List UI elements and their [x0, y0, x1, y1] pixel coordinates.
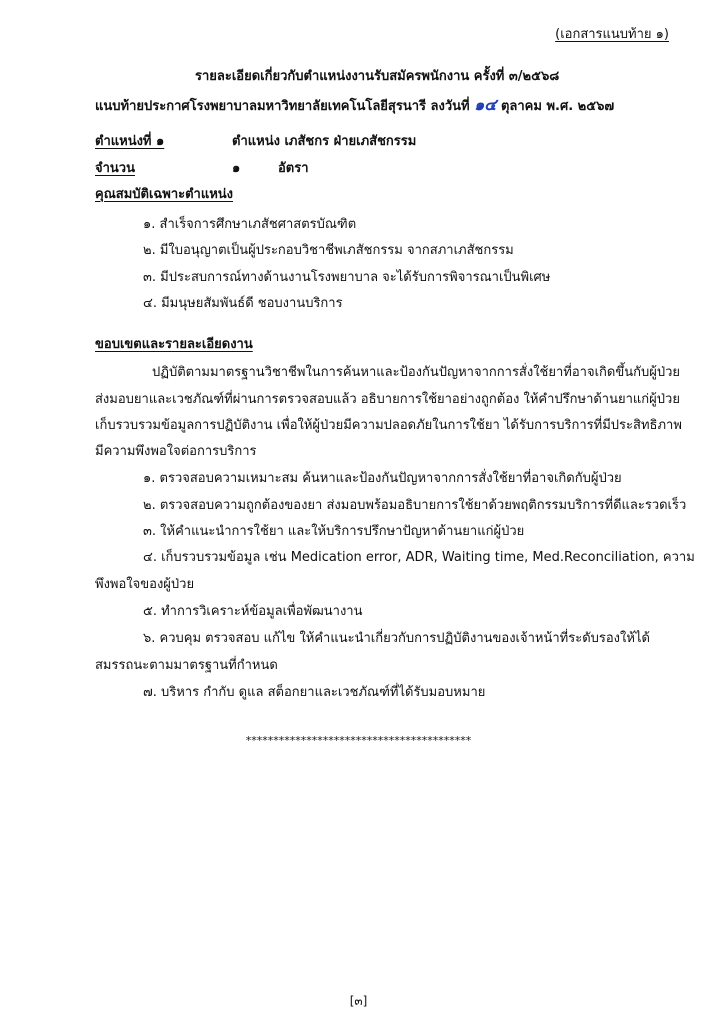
- scope-intro-line: เก็บรวบรวมข้อมูลการปฏิบัติงาน เพื่อให้ผู้ป่วยมีความปลอดภัยในการใช้ยา ได้รับการบริการที่มีประสิทธิภาพ: [95, 418, 682, 433]
- scope-intro-line: ปฏิบัติตามมาตรฐานวิชาชีพในการค้นหาและป้องกันปัญหาจากการสั่งใช้ยาที่อาจเกิดขึ้นกับผู้ป่วย: [152, 365, 681, 380]
- quantity-number: ๑: [232, 161, 241, 176]
- doc-title-line2: [95, 97, 614, 113]
- page-number: [๓]: [349, 994, 368, 1008]
- position-value: ตำแหน่ง เภสัชกร ฝ่ายเภสัชกรรม: [232, 134, 417, 149]
- scope-intro-line: มีความพึงพอใจต่อการบริการ: [95, 444, 257, 459]
- quantity-label: จำนวน: [95, 161, 135, 176]
- scope-intro-line: ส่งมอบยาและเวชภัณฑ์ที่ผ่านการตรวจสอบแล้ว อธิบายการใช้ยาอย่างถูกต้อง ให้คำปรึกษาด้านยาแก่ผู้ป่วย: [95, 392, 680, 407]
- scope-item: ๑. ตรวจสอบความเหมาะสม ค้นหาและป้องกันปัญหาจากการสั่งใช้ยาที่อาจเกิดกับผู้ป่วย: [143, 471, 622, 486]
- scope-item: ๖. ควบคุม ตรวจสอบ แก้ไข ให้คำแนะนำเกี่ยวกับการปฏิบัติงานของเจ้าหน้าที่ระดับรองให้ได้: [143, 631, 650, 646]
- scope-item: ๒. ตรวจสอบความถูกต้องของยา ส่งมอบพร้อมอธิบายการใช้ยาด้วยพฤติกรรมบริการที่ดีและรวดเร็ว: [143, 498, 687, 513]
- qualifications-heading: คุณสมบัติเฉพาะตำแหน่ง: [95, 187, 234, 202]
- qualification-item: ๓. มีประสบการณ์ทางด้านงานโรงพยาบาล จะได้รับการพิจารณาเป็นพิเศษ: [143, 270, 551, 285]
- position-label: ตำแหน่งที่ ๑: [95, 134, 165, 149]
- doc-title-line1: รายละเอียดเกี่ยวกับตำแหน่งงานรับสมัครพนักงาน ครั้งที่ ๓/๒๕๖๘: [195, 69, 560, 84]
- divider-stars: *****************************************: [245, 734, 472, 747]
- scope-heading: ขอบเขตและรายละเอียดงาน: [95, 337, 253, 352]
- scope-item: ๔. เก็บรวบรวมข้อมูล เช่น Medication error, ADR, Waiting time, Med.Reconciliation, ความ: [143, 550, 695, 565]
- scope-item-continuation: พึงพอใจของผู้ป่วย: [95, 577, 195, 592]
- quantity-unit: อัตรา: [278, 161, 309, 176]
- qualification-item: ๔. มีมนุษยสัมพันธ์ดี ชอบงานบริการ: [143, 296, 343, 311]
- attachment-label: (เอกสารแนบท้าย ๑): [555, 27, 669, 42]
- scope-item: ๗. บริหาร กำกับ ดูแล สต็อกยาและเวชภัณฑ์ที่ได้รับมอบหมาย: [143, 685, 486, 700]
- scope-item-continuation: สมรรถนะตามมาตรฐานที่กำหนด: [95, 658, 278, 673]
- qualification-item: ๑. สำเร็จการศึกษาเภสัชศาสตรบัณฑิต: [143, 217, 357, 232]
- scope-item: ๓. ให้คำแนะนำการใช้ยา และให้บริการปรึกษาปัญหาด้านยาแก่ผู้ป่วย: [143, 524, 525, 539]
- title-line2-prefix: แนบท้ายประกาศโรงพยาบาลมหาวิทยาลัยเทคโนโลยีสุรนารี ลงวันที่: [95, 99, 470, 114]
- scope-item: ๕. ทำการวิเคราะห์ข้อมูลเพื่อพัฒนางาน: [143, 604, 363, 619]
- title-line2-suffix: ตุลาคม พ.ศ. ๒๕๖๗: [500, 99, 615, 114]
- qualification-item: ๒. มีใบอนุญาตเป็นผู้ประกอบวิชาชีพเภสัชกรรม จากสภาเภสัชกรรม: [143, 243, 514, 258]
- handwritten-date-day: ๑๔: [474, 95, 497, 114]
